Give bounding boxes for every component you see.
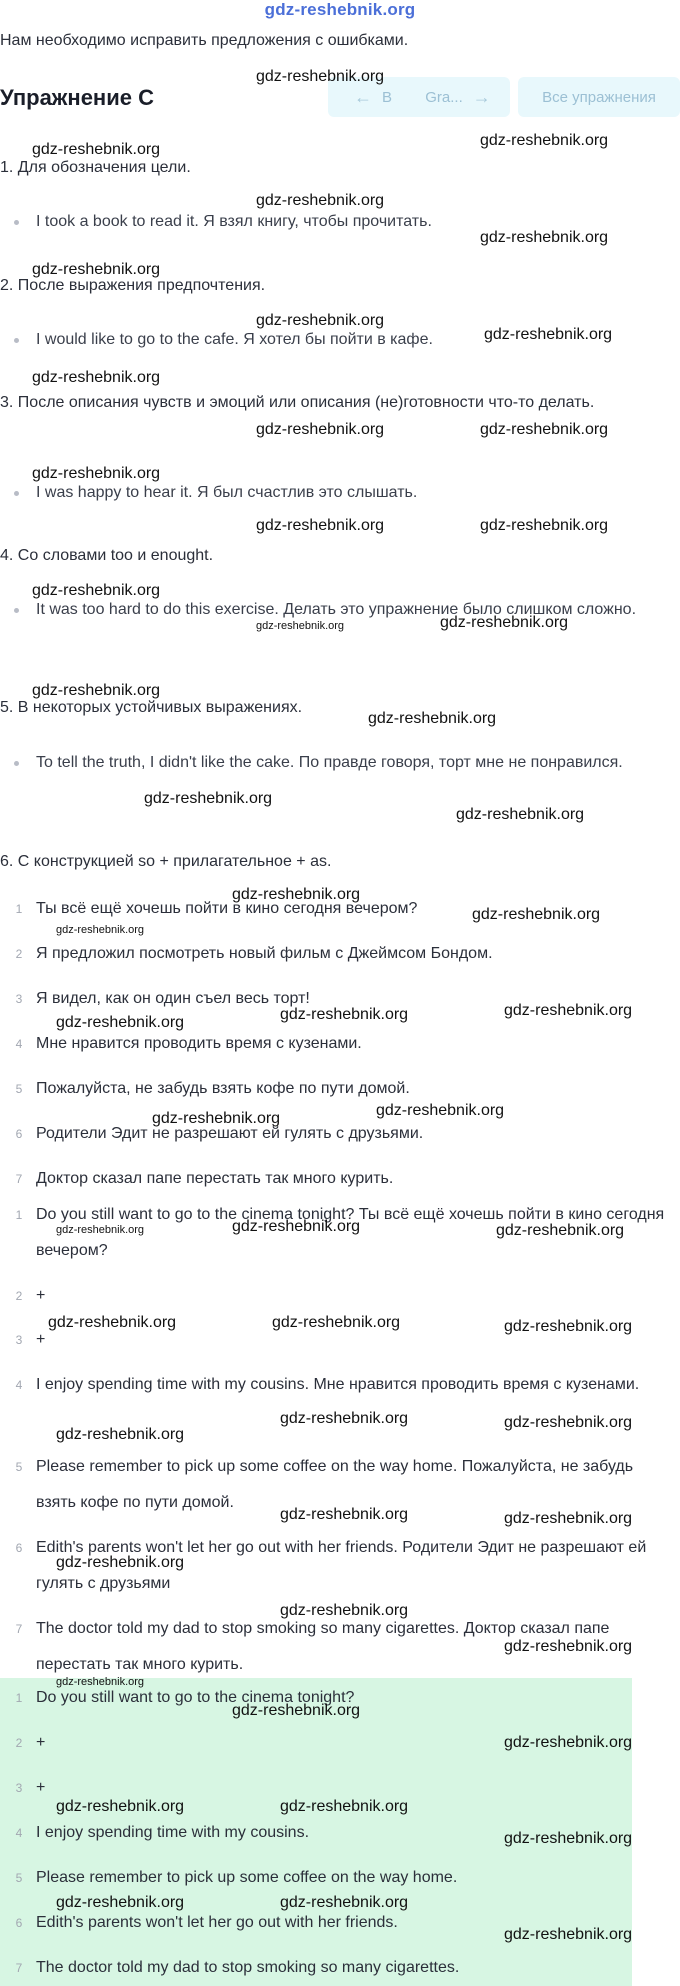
watermark: gdz-reshebnik.org [152,1110,281,1127]
answer-item: 1 Do you still want to go to the cinema tonight? [15,1689,355,1706]
watermark: gdz-reshebnik.org [56,1894,185,1911]
list-item: 2 Я предложил посмотреть новый фильм с Джеймсом Бондом. [15,945,493,962]
answer-item: 5 Please remember to pick up some coffee on the way home. [15,1869,458,1886]
watermark: gdz-reshebnik.org [504,1318,633,1335]
answer-item: 6 Edith's parents won't let her go out with her friends. [15,1914,398,1931]
bullet-dot-icon [14,608,19,613]
section-heading: 6. С конструкцией so + прилагательное + as. [0,853,332,870]
watermark: gdz-reshebnik.org [56,1554,185,1571]
watermark: gdz-reshebnik.org [144,790,273,807]
bullet-dot-icon [14,491,19,496]
watermark: gdz-reshebnik.org [56,924,145,936]
watermark: gdz-reshebnik.org [256,517,385,534]
watermark: gdz-reshebnik.org [504,1830,633,1847]
watermark: gdz-reshebnik.org [504,1510,633,1527]
all-exercises-button[interactable] [518,77,680,117]
section-heading: 4. Со словами too и enought. [0,547,214,564]
all-exercises-label: Все упражнения [542,88,656,106]
watermark: gdz-reshebnik.org [256,620,345,632]
list-item: 1 Do you still want to go to the cinema tonight? Ты всё ещё хочешь пойти в кино сегодня вечером? [15,1206,665,1259]
watermark: gdz-reshebnik.org [32,261,161,278]
bullet-dot-icon [14,761,19,766]
watermark: gdz-reshebnik.org [504,1926,633,1943]
watermark: gdz-reshebnik.org [496,1222,625,1239]
list-item: 1 Ты всё ещё хочешь пойти в кино сегодня вечером? [15,900,418,917]
watermark: gdz-reshebnik.org [480,517,609,534]
watermark: gdz-reshebnik.org [232,1702,361,1719]
list-item: 3 + [15,1331,46,1348]
example-text: I took a book to read it. Я взял книгу, чтобы прочитать. [36,213,432,230]
watermark: gdz-reshebnik.org [256,312,385,329]
section-heading: 2. После выражения предпочтения. [0,277,266,294]
watermark: gdz-reshebnik.org [56,1426,185,1443]
list-item: 6 Edith's parents won't let her go out with her friends. Родители Эдит не разрешают ей гулять с друзьями [15,1539,647,1592]
watermark: gdz-reshebnik.org [280,1602,409,1619]
watermark: gdz-reshebnik.org [256,192,385,209]
answer-item: 4 I enjoy spending time with my cousins. [15,1824,310,1841]
watermark: gdz-reshebnik.org [504,1734,633,1751]
list-item: 3 Я видел, как он один съел весь торт! [15,990,310,1007]
watermark: gdz-reshebnik.org [256,68,385,85]
list-item: 5 Пожалуйста, не забудь взять кофе по пути домой. [15,1080,410,1097]
list-item: 7 Доктор сказал папе перестать так много курить. [15,1170,394,1187]
example-text: It was too hard to do this exercise. Делать это упражнение было слишком сложно. [36,601,637,618]
list-item: 7 The doctor told my dad to stop smoking so many cigarettes. Доктор сказал папе перестать так много курить. [15,1620,610,1673]
watermark: gdz-reshebnik.org [32,141,161,158]
watermark: gdz-reshebnik.org [56,1224,145,1236]
bullet-dot-icon [14,220,19,225]
example-text: To tell the truth, I didn't like the cake. По правде говоря, торт мне не понравился. [36,754,623,771]
section-heading: 5. В некоторых устойчивых выражениях. [0,699,303,716]
section-heading: 1. Для обозначения цели. [0,159,191,176]
example-text: I would like to go to the cafe. Я хотел бы пойти в кафе. [36,331,433,348]
watermark: gdz-reshebnik.org [472,906,601,923]
arrow-right-icon: → [472,86,491,107]
answer-item: 2 + [15,1734,46,1751]
watermark: gdz-reshebnik.org [280,1798,409,1815]
exercise-title: Упражнение C [0,85,154,110]
next-exercise-button[interactable] [406,77,510,117]
watermark: gdz-reshebnik.org [32,465,161,482]
list-item: 4 Мне нравится проводить время с кузенами. [15,1035,362,1052]
watermark: gdz-reshebnik.org [480,229,609,246]
watermark: gdz-reshebnik.org [480,132,609,149]
bullet-dot-icon [14,338,19,343]
answer-item: 3 + [15,1779,46,1796]
arrow-left-icon: ← [353,86,372,107]
watermark: gdz-reshebnik.org [56,1676,145,1688]
watermark: gdz-reshebnik.org [280,1006,409,1023]
watermark: gdz-reshebnik.org [56,1014,185,1031]
watermark: gdz-reshebnik.org [232,886,361,903]
watermark: gdz-reshebnik.org [484,326,613,343]
watermark: gdz-reshebnik.org [232,1218,361,1235]
example-text: I was happy to hear it. Я был счастлив это слышать. [36,484,418,501]
watermark: gdz-reshebnik.org [272,1314,401,1331]
watermark: gdz-reshebnik.org [32,369,161,386]
list-item: 5 Please remember to pick up some coffee on the way home. Пожалуйста, не забудь взять кофе по пути домой. [15,1458,634,1511]
answer-item: 7 The doctor told my dad to stop smoking so many cigarettes. [15,1959,460,1976]
list-item: 4 I enjoy spending time with my cousins. Мне нравится проводить время с кузенами. [15,1376,640,1393]
next-exercise-label: Gra... [425,88,463,106]
watermark: gdz-reshebnik.org [32,582,161,599]
watermark: gdz-reshebnik.org [504,1638,633,1655]
watermark: gdz-reshebnik.org [504,1002,633,1019]
intro-text: Нам необходимо исправить предложения с ошибками. [0,32,409,49]
prev-exercise-label: B [381,88,392,106]
watermark: gdz-reshebnik.org [504,1414,633,1431]
watermark: gdz-reshebnik.org [256,421,385,438]
watermark: gdz-reshebnik.org [440,614,569,631]
watermark: gdz-reshebnik.org [376,1102,505,1119]
list-item: 6 Родители Эдит не разрешают ей гулять с друзьями. [15,1125,424,1142]
watermark: gdz-reshebnik.org [456,806,585,823]
watermark: gdz-reshebnik.org [56,1798,185,1815]
watermark: gdz-reshebnik.org [368,710,497,727]
list-item: 2 + [15,1287,46,1304]
watermark: gdz-reshebnik.org [32,682,161,699]
watermark: gdz-reshebnik.org [280,1410,409,1427]
section-heading: 3. После описания чувств и эмоций или описания (не)готовности что-то делать. [0,394,595,411]
site-logo[interactable]: gdz-reshebnik.org [264,0,416,19]
watermark: gdz-reshebnik.org [280,1894,409,1911]
example-bullet [14,745,664,781]
watermark: gdz-reshebnik.org [480,421,609,438]
watermark: gdz-reshebnik.org [48,1314,177,1331]
watermark: gdz-reshebnik.org [280,1506,409,1523]
